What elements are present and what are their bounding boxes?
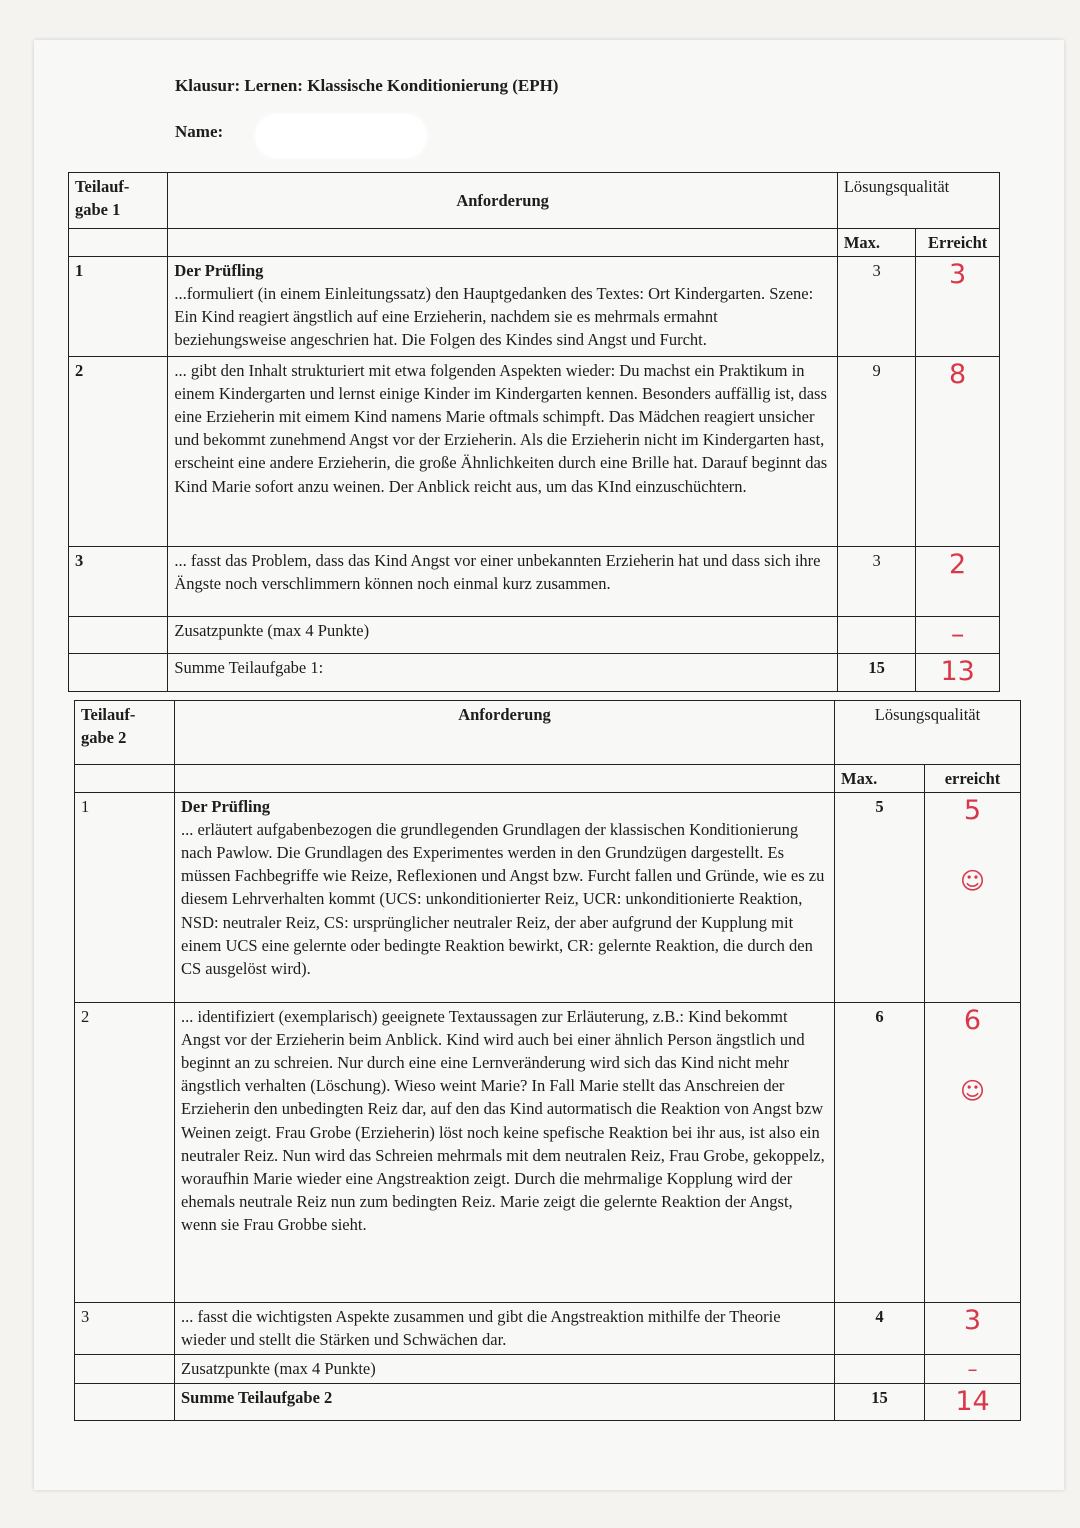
task2-row-3: [75, 1303, 1021, 1355]
requirement-text: ...formuliert (in einem Einleitungssatz) den Hauptgedanken des Textes: Ort Kindergarten. Szene: Ein Kind reagiert ängstlich auf eine Erzieherin, nachdem sie es mehrmals ermahnt beziehungsweise angeschrien hat. Die Folgen des Kindes sind Angst und Furcht.: [174, 284, 814, 350]
extra-achieved: –: [925, 1355, 1021, 1384]
smiley-icon: ☺: [959, 1077, 986, 1106]
task2-row-2: [75, 1003, 1021, 1303]
task2-max-header: Max.: [835, 765, 925, 793]
name-redaction: [255, 114, 427, 158]
task1-max-header: Max.: [837, 229, 915, 257]
row-number: 3: [75, 1303, 175, 1355]
task2-spacer-req: [175, 765, 835, 793]
requirement-text: ... identifiziert (exemplarisch) geeignete Textaussagen zur Erläuterung, z.B.: Kind bekommt Angst vor der Erzieherin beim Anblick. Kind wird auch bei einer ähnlich Person ängstlich und beginnt an zu schreien. Nur durch eine eine Lernveränderung wird sich das Kind nicht mehr ängstlich verhalten (Löschung). Wieso weint Marie? In Fall Marie stellt das Anschreien der Erzieherin den unbedingten Reiz dar, auf den das Kind autormatisch die Reaktion von Angst bzw Weinen zeigt. Frau Grobe (Erzieherin) löst noch keine spefische Reaktion bei ihr aus, ist also ein neutraler Reiz. Nun wird das Schreien mehrmals mit dem neutralen Reiz, Frau Grobe, gekoppelz, woraufhin Marie wieder eine Angstreaktion zeigt. Durch die mehrmalige Kopplung wird der ehemals neutrale Reiz nun zum bedingten Reiz. Marie zeigt die gelernte Reaktion der Angst, wenn sie Frau Grobbe sieht.: [175, 1003, 835, 1303]
task1-row-1: [69, 257, 1000, 357]
task1-achieved-header: Erreicht: [916, 229, 1000, 257]
task1-quality-header: Lösungsqualität: [837, 173, 999, 229]
achieved-points: 2: [916, 547, 1000, 617]
achieved-cell: [925, 1003, 1021, 1303]
task1-extra-row: [69, 617, 1000, 654]
task2-spacer: [75, 765, 175, 793]
achieved-points: 3: [916, 257, 1000, 357]
task2-quality-header: Lösungsqualität: [835, 701, 1021, 765]
max-points: 4: [835, 1303, 925, 1355]
max-points: 6: [835, 1003, 925, 1303]
row-number: 1: [69, 257, 168, 357]
row-number-empty: [69, 654, 168, 691]
achieved-cell: [925, 793, 1021, 1003]
task2-table: [74, 700, 1021, 1421]
smiley-icon: ☺: [959, 867, 986, 896]
requirement-cell: [175, 793, 835, 1003]
extra-achieved: –: [916, 617, 1000, 654]
task1-table: [68, 172, 1000, 692]
requirement-text: ... gibt den Inhalt strukturiert mit etwa folgenden Aspekten wieder: Du machst ein Praktikum in einem Kindergarten und lernst einige Kinder im Kindergarten kennen. Besonders auffällig ist, dass eine Erzieherin mit eimem Kind namens Marie oftmals schimpft. Das Mädchen reagiert unsicher und bekommt zunehmend Angst vor der Erzieherin. Als die Erzieherin nicht im Kindergarten hast, erscheint eine andere Erzieherin, die große Ähnlichkeiten durch eine Brille hat. Darauf beginnt das Kind Marie sofort anzu weinen. Der Anblick reicht aus, um das KInd einzuschüchtern.: [168, 357, 837, 547]
max-points: 9: [837, 357, 915, 547]
extra-max: [837, 617, 915, 654]
sum-max: 15: [835, 1384, 925, 1421]
task1-spacer: [69, 229, 168, 257]
achieved-points: 3: [925, 1303, 1021, 1355]
examinee-intro: Der Prüfling: [174, 261, 264, 281]
task2-row-1: [75, 793, 1021, 1003]
row-number: 2: [75, 1003, 175, 1303]
max-points: 5: [835, 793, 925, 1003]
row-number: 1: [75, 793, 175, 1003]
max-points: 3: [837, 257, 915, 357]
row-number-empty: [75, 1384, 175, 1421]
task1-label: Teilauf-gabe 1: [69, 173, 168, 229]
sum-achieved: 13: [916, 654, 1000, 691]
task2-extra-row: [75, 1355, 1021, 1384]
requirement-text: ... fasst die wichtigsten Aspekte zusammen und gibt die Angstreaktion mithilfe der Theorie wieder und stellt die Stärken und Schwächen dar.: [175, 1303, 835, 1355]
row-number: 2: [69, 357, 168, 547]
sum-label: Summe Teilaufgabe 2: [175, 1384, 835, 1421]
row-number: 3: [69, 547, 168, 617]
task1-spacer-req: [168, 229, 837, 257]
requirement-text: ... erläutert aufgabenbezogen die grundlegenden Grundlagen der klassischen Konditionierung nach Pawlow. Die Grundlagen des Experimentes werden in den Grundzügen dargestellt. Es müssen Fachbegriffe wie Reize, Reflexionen und Angst bzw. Furcht fallen und Gründe, wie es zu diesem Lehrverhalten kommt (UCS: unkonditionierter Reiz, UCR: unkonditionierte Reaktion, NSD: neutraler Reiz, CS: ursprünglicher neutraler Reiz, der aber aufgrund der Kupplung mit einem UCS eine gelernte oder bedingte Reaktion bewirkt, CR: gelernte Reaktion, die durch den CS ausgelöst wird).: [181, 820, 825, 978]
row-number-empty: [69, 617, 168, 654]
task2-sum-row: [75, 1384, 1021, 1421]
requirement-text: ... fasst das Problem, dass das Kind Angst vor einer unbekannten Erzieherin hat und dass sich ihre Ängste noch verschlimmern können noch einmal kurz zusammen.: [168, 547, 837, 617]
achieved-points: 5: [963, 795, 982, 827]
sum-achieved: 14: [925, 1384, 1021, 1421]
task2-achieved-header: erreicht: [925, 765, 1021, 793]
achieved-points: 8: [916, 357, 1000, 547]
max-points: 3: [837, 547, 915, 617]
sum-max: 15: [837, 654, 915, 691]
task1-sum-row: [69, 654, 1000, 691]
extra-points-label: Zusatzpunkte (max 4 Punkte): [175, 1355, 835, 1384]
name-label: Name:: [175, 122, 224, 141]
sum-label: Summe Teilaufgabe 1:: [168, 654, 837, 691]
task2-label: Teilauf-gabe 2: [75, 701, 175, 765]
exam-title: Klausur: Lernen: Klassische Konditionierung (EPH): [175, 76, 559, 95]
extra-points-label: Zusatzpunkte (max 4 Punkte): [168, 617, 837, 654]
task2-requirement-header: Anforderung: [175, 701, 835, 765]
extra-max: [835, 1355, 925, 1384]
requirement-cell: [168, 257, 837, 357]
task1-row-2: [69, 357, 1000, 547]
examinee-intro: Der Prüfling: [181, 797, 271, 817]
task1-row-3: [69, 547, 1000, 617]
achieved-points: 6: [963, 1005, 982, 1037]
row-number-empty: [75, 1355, 175, 1384]
task1-requirement-header: Anforderung: [168, 173, 837, 229]
